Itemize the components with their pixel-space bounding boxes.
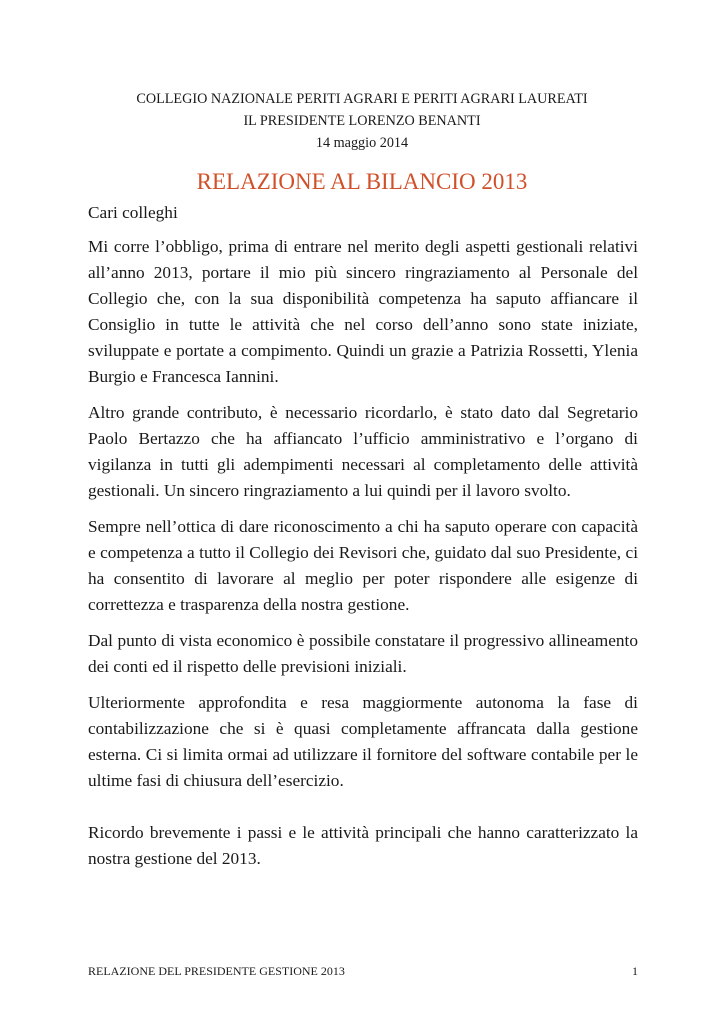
document-header — [0, 88, 724, 154]
page-number: 1 — [632, 964, 638, 978]
document-body — [88, 200, 638, 882]
paragraph: Sempre nell’ottica di dare riconoscimento a chi ha saputo operare con capacità e competenza a tutto il Collegio dei Revisori che, guidato dal suo Presidente, ci ha consentito di lavorare al meglio per poter rispondere alle esigenze di correttezza e trasparenza della nostra gestione. — [88, 517, 638, 614]
document-date: 14 maggio 2014 — [315, 135, 409, 151]
paragraph: Altro grande contributo, è necessario ricordarlo, è stato dato dal Segretario Paolo Bertazzo che ha affiancato l’ufficio amministrativo e l’organo di vigilanza in tutti gli adempimenti necessari al completamento delle attività gestionali. Un sincero ringraziamento a lui quindi per il lavoro svolto. — [88, 403, 638, 500]
paragraph: Mi corre l’obbligo, prima di entrare nel merito degli aspetti gestionali relativi all’anno 2013, portare il mio più sincero ringraziamento al Personale del Collegio che, con la sua disponibilità competenza ha saputo affiancare il Consiglio in tutte le attività che nel corso dell’anno sono state iniziate, sviluppate e portate a compimento. Quindi un grazie a Patrizia Rossetti, Ylenia Burgio e Francesca Iannini. — [88, 237, 638, 386]
salutation: Cari colleghi — [88, 203, 178, 222]
paragraph: Ricordo brevemente i passi e le attività principali che hanno caratterizzato la nostra gestione del 2013. — [88, 823, 638, 868]
organization-name: COLLEGIO NAZIONALE PERITI AGRARI E PERITI AGRARI LAUREATI — [136, 91, 588, 107]
paragraph: Dal punto di vista economico è possibile constatare il progressivo allineamento dei conti ed il rispetto delle previsioni iniziali. — [88, 631, 638, 676]
document-title: RELAZIONE AL BILANCIO 2013 — [196, 169, 528, 194]
paragraph: Ulteriormente approfondita e resa maggiormente autonoma la fase di contabilizzazione che si è quasi completamente affrancata dalla gestione esterna. Ci si limita ormai ad utilizzare il fornitore del software contabile per le ultime fasi di chiusura dell’esercizio. — [88, 693, 638, 790]
page-footer — [88, 963, 638, 979]
footer-text: RELAZIONE DEL PRESIDENTE GESTIONE 2013 — [88, 964, 345, 978]
president-name: IL PRESIDENTE LORENZO BENANTI — [243, 113, 481, 129]
